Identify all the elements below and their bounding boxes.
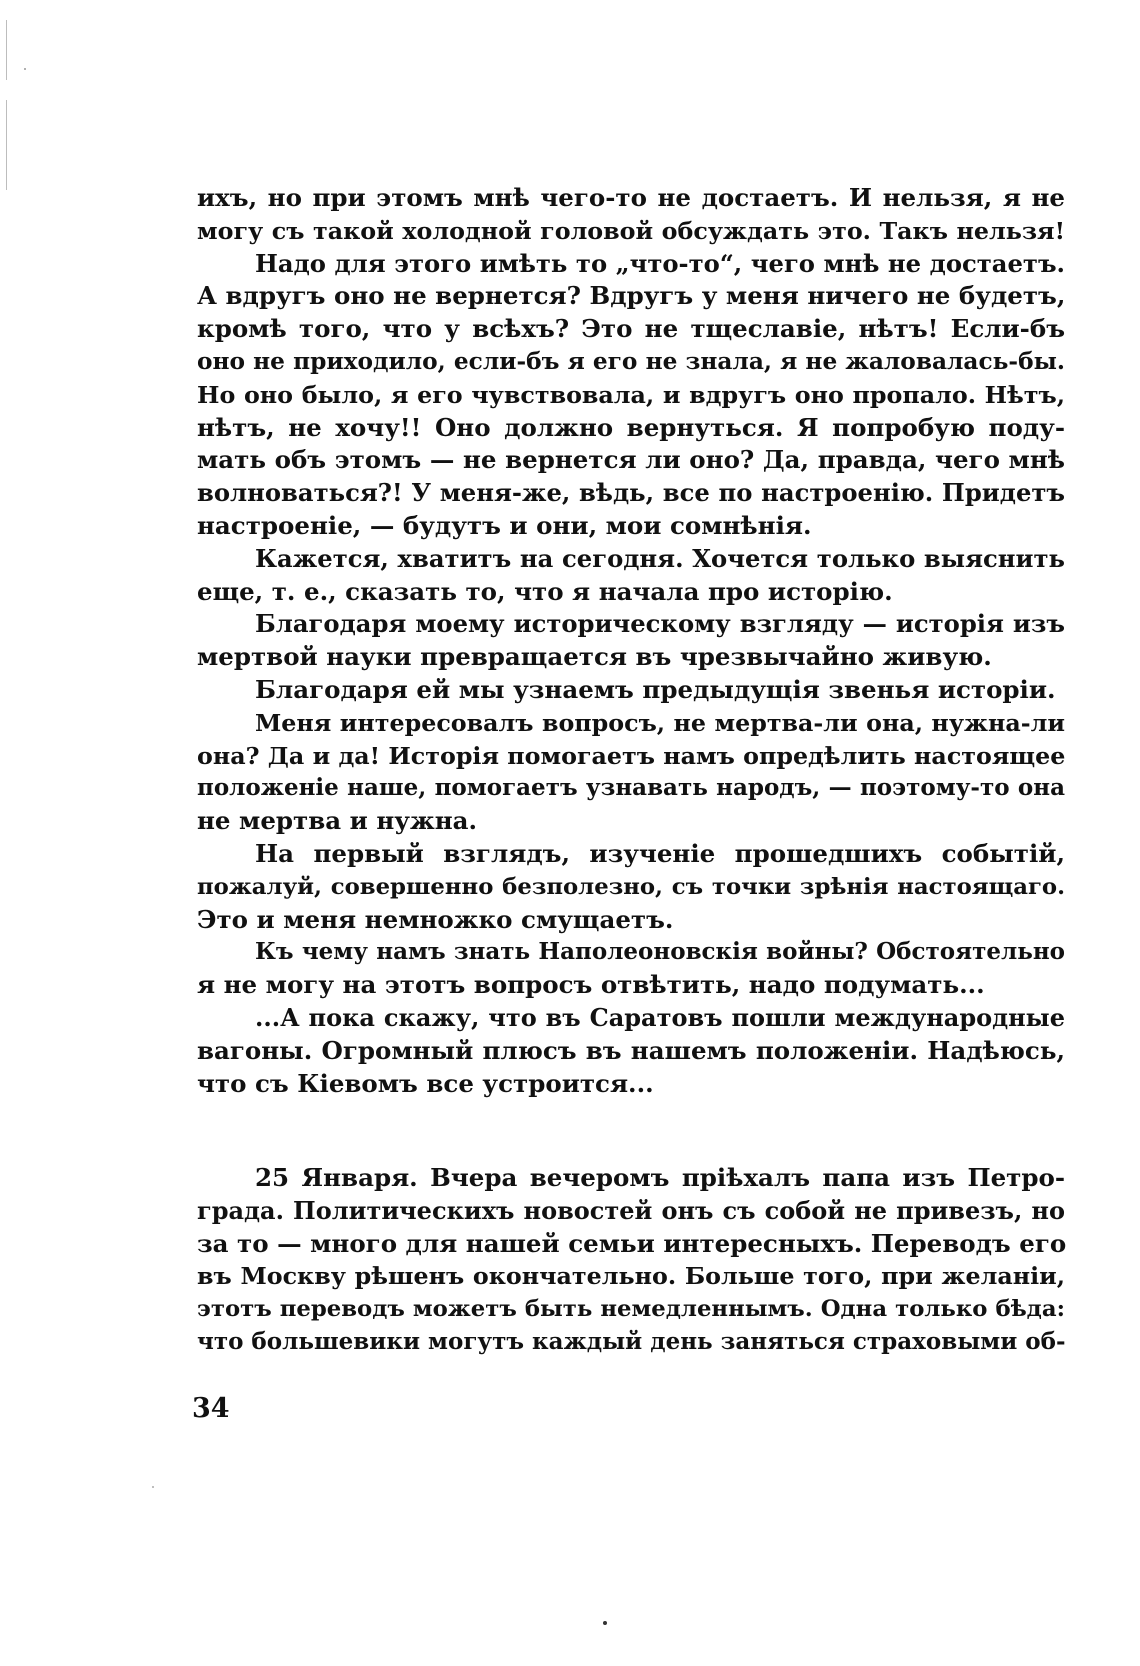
text-line: не мертва и нужна.	[197, 806, 478, 836]
text-line: ихъ, но при этомъ мнѣ чего-то не достаетъ. И нельзя, я не	[197, 183, 1065, 212]
text-line: ...А пока скажу, что въ Саратовъ пошли международные	[255, 1002, 1065, 1032]
text-line: настроеніе, — будутъ и они, мои сомнѣнія.	[197, 510, 812, 540]
text-line: Благодаря моему историческому взгляду — исторія изъ	[255, 609, 1065, 639]
text-line: еще, т. е., сказать то, что я начала про исторію.	[197, 576, 893, 606]
text-line: этотъ переводъ можетъ быть немедленнымъ. Одна только бѣда:	[197, 1296, 1065, 1323]
text-line: за то — много для нашей семьи интересныхъ. Переводъ его	[197, 1228, 1067, 1258]
page-number: 34	[192, 1393, 230, 1424]
text-line: кромѣ того, что у всѣхъ? Это не тщеславіе, нѣтъ! Если-бъ	[197, 314, 1065, 344]
text-line: въ Москву рѣшенъ окончательно. Больше того, при желаніи,	[197, 1262, 1065, 1291]
scan-speck	[152, 1486, 154, 1488]
text-line: града. Политическихъ новостей онъ съ собой не привезъ, но	[197, 1195, 1065, 1225]
scan-speck	[24, 68, 26, 70]
text-line: я не могу на этотъ вопросъ отвѣтить, надо подумать...	[197, 970, 985, 1000]
text-line: Къ чему намъ знать Наполеоновскія войны? Обстоятельно	[255, 938, 1065, 966]
text-line: 25 Января. Вчера вечеромъ пріѣхалъ папа изъ Петро-	[255, 1163, 1065, 1192]
text-line: что большевики могутъ каждый день заняться страховыми об-	[197, 1327, 1066, 1355]
text-line: Надо для этого имѣть то „что-то“, чего мнѣ не достаетъ.	[255, 248, 1065, 278]
text-line: положеніе наше, помогаетъ узнавать народъ, — поэтому-то она	[197, 774, 1065, 802]
text-line: она? Да и да! Исторія помогаетъ намъ опредѣлить настоящее	[197, 741, 1066, 770]
text-line: нѣтъ, не хочу!! Оно должно вернуться. Я попробую поду-	[197, 412, 1065, 442]
scan-speck	[603, 1621, 607, 1625]
text-line: Меня интересовалъ вопросъ, не мертва-ли она, нужна-ли	[255, 708, 1065, 737]
text-line: Это и меня немножко смущаетъ.	[197, 904, 674, 934]
scan-edge-mark	[6, 20, 7, 80]
text-line: мать объ этомъ — не вернется ли оно? Да, правда, чего мнѣ	[197, 445, 1065, 475]
text-line: волноваться?! У меня-же, вѣдь, все по настроенію. Придетъ	[197, 478, 1065, 508]
text-line: А вдругъ оно не вернется? Вдругъ у меня ничего не будетъ,	[197, 281, 1066, 311]
text-line: вагоны. Огромный плюсъ въ нашемъ положеніи. Надѣюсь,	[197, 1035, 1065, 1065]
text-line: оно не приходило, если-бъ я его не знала, я не жаловалась-бы.	[197, 347, 1065, 375]
diary-entry-january-25	[197, 1162, 1065, 1359]
diary-text-block-1	[197, 182, 1065, 1100]
scan-edge-mark	[6, 100, 7, 190]
text-line: могу съ такой холодной головой обсуждать это. Такъ нельзя!	[197, 216, 1065, 245]
text-line: Благодаря ей мы узнаемъ предыдущія звенья исторіи.	[255, 674, 1056, 704]
text-line: На первый взглядъ, изученіе прошедшихъ событій,	[255, 838, 1065, 868]
text-line: что съ Кіевомъ все устроится...	[197, 1068, 654, 1098]
text-line: Но оно было, я его чувствовала, и вдругъ оно пропало. Нѣтъ,	[197, 380, 1065, 409]
text-line: пожалуй, совершенно безполезно, съ точки зрѣнія настоящаго.	[197, 873, 1065, 900]
text-line: мертвой науки превращается въ чрезвычайно живую.	[197, 642, 992, 672]
text-line: Кажется, хватитъ на сегодня. Хочется только выяснить	[255, 543, 1065, 573]
